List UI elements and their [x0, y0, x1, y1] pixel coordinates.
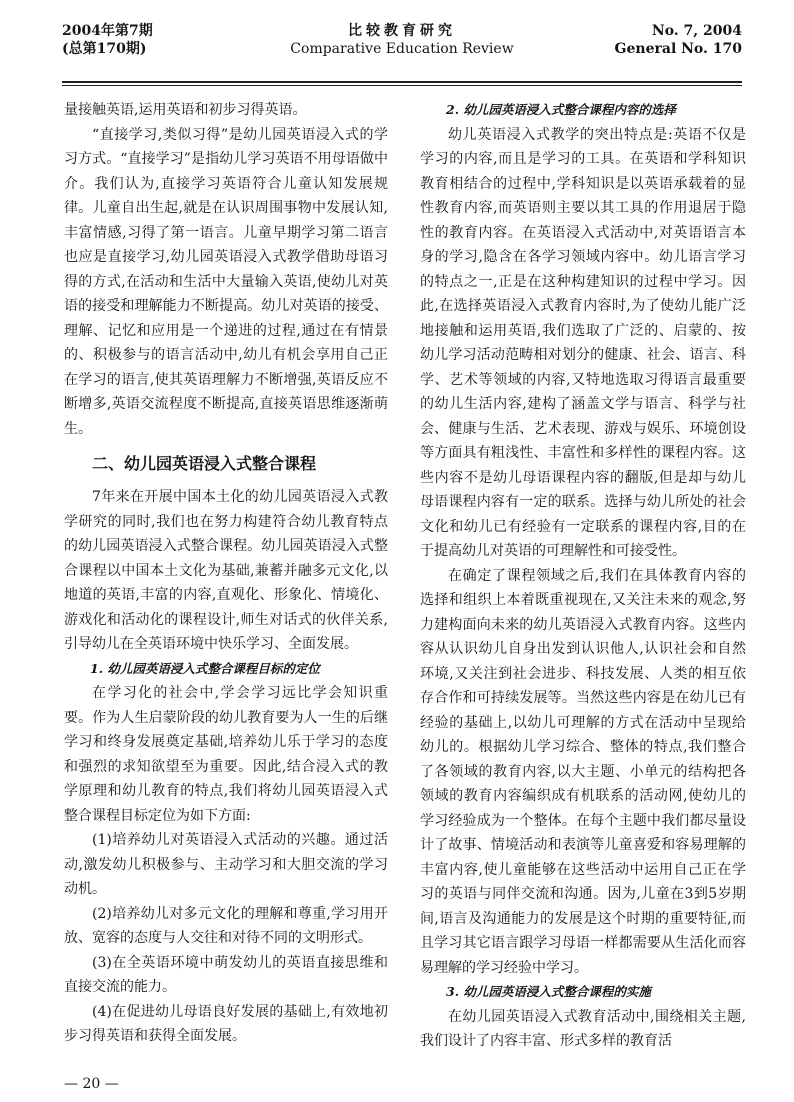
right-column [420, 98, 746, 1054]
subsection-heading: 2. 幼儿园英语浸入式整合课程内容的选择 [446, 102, 676, 117]
goal-item: (4)在促进幼儿母语良好发展的基础上,有效地初步习得英语和获得全面发展。 [64, 1003, 388, 1044]
header-total-issue: (总第170期) [62, 41, 147, 57]
goal-item: (1)培养幼儿对英语浸入式活动的兴趣。通过活动,激发幼儿积极参与、主动学习和大胆交流的学习动机。 [64, 832, 388, 897]
header-rule-thick [62, 81, 742, 83]
subsection-heading: 3. 幼儿园英语浸入式整合课程的实施 [446, 984, 651, 999]
page-number: — 20 — [64, 1076, 119, 1092]
paragraph: 7年来在开展中国本土化的幼儿园英语浸入式教学研究的同时,我们也在努力构建符合幼儿教育特点的幼儿园英语浸入式整合课程。幼儿园英语浸入式整合课程以中国本土文化为基础,兼蓄并融多元文化,以地道的英语,丰富的内容,直观化、形象化、情境化、游戏化和活动化的课程设计,师生对话式的伙伴关系,引导幼儿在全英语环境中快乐学习、全面发展。 [64, 489, 388, 652]
paragraph: “直接学习,类似习得”是幼儿园英语浸入式的学习方式。“直接学习”是指幼儿学习英语不用母语做中介。我们认为,直接学习英语符合儿童认知发展规律。儿童自出生起,就是在认识周围事物中发展认知,丰富情感,习得了第一语言。儿童早期学习第二语言也应是直接学习,幼儿园英语浸入式教学借助母语习得的方式,在活动和生活中大量输入英语,使幼儿对英语的接受和理解能力不断提高。幼儿对英语的接受、理解、记忆和应用是一个递进的过程,通过在有情景的、积极参与的语言活动中,幼儿有机会享用自己正在学习的语言,使其英语理解力不断增强,英语反应不断增多,英语交流程度不断提高,直接英语思维逐渐萌生。 [64, 126, 388, 437]
paragraph: 量接触英语,运用英语和初步习得英语。 [64, 102, 307, 118]
goal-item: (2)培养幼儿对多元文化的理解和尊重,学习用开放、宽容的态度与人交往和对待不同的文明形式。 [64, 905, 388, 946]
paragraph: 在确定了课程领域之后,我们在具体教育内容的选择和组织上本着既重视现在,又关注未来的观念,努力建构面向未来的幼儿英语浸入式教育内容。这些内容从认识幼儿自身出发到认识他人,认识社会和自然环境,又关注到社会进步、科技发展、人类的相互依存合作和可持续发展等。当然这些内容是在幼儿已有经验的基础上,以幼儿可理解的方式在活动中呈现给幼儿的。根据幼儿学习综合、整体的特点,我们整合了各领域的教育内容,以大主题、小单元的结构把各领域的教育内容编织成有机联系的活动网,使幼儿的学习经验成为一个整体。在每个主题中我们都尽量设计了故事、情境活动和表演等儿童喜爱和容易理解的丰富内容,使儿童能够在这些活动中运用自己正在学习的英语与同伴交流和沟通。因为,儿童在3到5岁期间,语言及沟通能力的发展是这个时期的重要特征,而且学习其它语言跟学习母语一样都需要从生活化而容易理解的学习经验中学习。 [420, 567, 746, 976]
goal-item: (3)在全英语环境中萌发幼儿的英语直接思维和直接交流的能力。 [64, 954, 388, 995]
header-no: No. 7, 2004 [651, 23, 742, 39]
header-issue: 2004年第7期 [62, 23, 153, 39]
header-general-no: General No. 170 [614, 41, 742, 57]
paragraph: 幼儿英语浸入式教学的突出特点是:英语不仅是学习的内容,而且是学习的工具。在英语和学科知识教育相结合的过程中,学科知识是以英语承载着的显性教育内容,而英语则主要以其工具的作用退居于隐性的教育内容。在英语浸入式活动中,对英语语言本身的学习,隐含在各学习领域内容中。幼儿语言学习的特点之一,正是在这种构建知识的过程中学习。因此,在选择英语浸入式教育内容时,为了使幼儿能广泛地接触和运用英语,我们选取了广泛的、启蒙的、按幼儿学习活动范畴相对划分的健康、社会、语言、科学、艺术等领域的内容,又特地选取习得语言最重要的幼儿生活内容,建构了涵盖文学与语言、科学与社会、健康与生活、艺术表现、游戏与娱乐、环境创设等方面具有粗浅性、丰富性和多样性的课程内容。这些内容不是幼儿母语课程内容的翻版,但是却与幼儿母语课程内容有一定的联系。选择与幼儿所处的社会文化和幼儿已有经验有一定联系的课程内容,目的在于提高幼儿对英语的可理解性和可接受性。 [420, 126, 746, 559]
section-heading: 二、幼儿园英语浸入式整合课程 [92, 454, 317, 473]
header-number-block [615, 22, 742, 58]
paragraph: 在幼儿园英语浸入式教育活动中,围绕相关主题,我们设计了内容丰富、形式多样的教育活 [420, 1008, 746, 1049]
subsection-heading: 1. 幼儿园英语浸入式整合课程目标的定位 [90, 660, 320, 676]
page-header [62, 22, 742, 80]
journal-title-cn: 比较教育研究 [348, 23, 456, 39]
paragraph: 在学习化的社会中,学会学习远比学会知识重要。作为人生启蒙阶段的幼儿教育要为人一生的后继学习和终身发展奠定基础,培养幼儿乐于学习的态度和强烈的求知欲望至为重要。因此,结合浸入式的教学原理和幼儿教育的特点,我们将幼儿园英语浸入式整合课程目标定位为如下方面: [64, 685, 388, 824]
journal-title-en: Comparative Education Review [290, 41, 514, 57]
left-column [64, 98, 388, 1049]
header-rule-thin [62, 85, 742, 86]
